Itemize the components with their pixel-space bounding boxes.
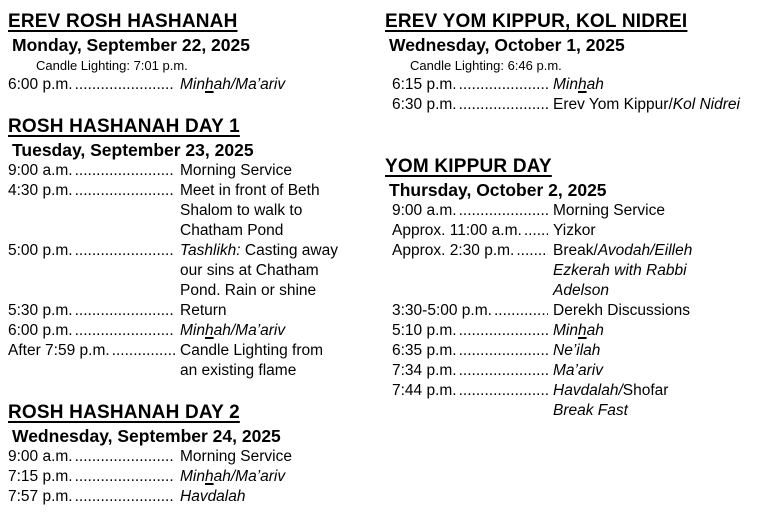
candle-lighting-note: Candle Lighting: 7:01 p.m. bbox=[36, 58, 188, 73]
row-description bbox=[180, 301, 374, 321]
row-description bbox=[180, 161, 374, 181]
schedule-section bbox=[8, 10, 374, 95]
row-lead bbox=[392, 301, 553, 321]
text-segment: Ma’ariv bbox=[553, 362, 603, 379]
row-description bbox=[180, 241, 374, 301]
row-description bbox=[180, 447, 374, 467]
dot-leader bbox=[459, 95, 548, 115]
row-lead bbox=[8, 181, 180, 201]
text-segment: Min bbox=[180, 76, 205, 93]
section-heading: EREV ROSH HASHANAH bbox=[8, 11, 238, 32]
description-line bbox=[180, 301, 374, 321]
schedule-section bbox=[8, 401, 374, 507]
row-time: 3:30-5:00 p.m. bbox=[392, 302, 492, 319]
text-segment: Min bbox=[180, 322, 205, 339]
text-segment: our sins at Chatham bbox=[180, 262, 319, 279]
text-segment: h bbox=[204, 322, 214, 339]
row-lead bbox=[392, 361, 553, 381]
row-description bbox=[553, 241, 765, 301]
description-line bbox=[180, 221, 374, 241]
row-description bbox=[180, 341, 374, 381]
description-line bbox=[180, 447, 374, 467]
text-segment: Shalom to walk to bbox=[180, 202, 303, 219]
section-date: Thursday, October 2, 2025 bbox=[389, 180, 607, 200]
schedule-row bbox=[385, 221, 765, 241]
schedule-row bbox=[8, 487, 374, 507]
row-time: 6:15 p.m. bbox=[392, 76, 457, 93]
dot-leader bbox=[75, 241, 175, 261]
row-time: 5:30 p.m. bbox=[8, 302, 73, 319]
row-description bbox=[553, 361, 765, 381]
dot-leader bbox=[112, 341, 175, 361]
dot-leader bbox=[459, 201, 548, 221]
text-segment: Avodah/Eilleh bbox=[597, 242, 693, 259]
schedule-row bbox=[8, 341, 374, 381]
text-segment: Pond. Rain or shine bbox=[180, 282, 317, 299]
row-time: 7:44 p.m. bbox=[392, 382, 457, 399]
text-segment: Return bbox=[180, 302, 227, 319]
description-line bbox=[180, 467, 374, 487]
row-description bbox=[180, 487, 374, 507]
row-time: 5:10 p.m. bbox=[392, 322, 457, 339]
text-segment: Shofar bbox=[622, 382, 669, 399]
text-segment: Ezkerah with Rabbi bbox=[553, 262, 687, 279]
row-lead bbox=[392, 221, 553, 241]
row-description bbox=[553, 95, 765, 115]
dot-leader bbox=[75, 75, 175, 95]
description-line bbox=[553, 341, 765, 361]
text-segment: ah/Ma’ariv bbox=[213, 76, 286, 93]
dot-leader bbox=[524, 221, 548, 241]
description-line bbox=[553, 301, 765, 321]
text-segment: Yizkor bbox=[553, 222, 596, 239]
section-date: Wednesday, October 1, 2025 bbox=[389, 35, 625, 55]
text-segment: Derekh Discussions bbox=[553, 302, 690, 319]
dot-leader bbox=[75, 467, 175, 487]
text-segment: h bbox=[204, 76, 214, 93]
dot-leader bbox=[75, 321, 175, 341]
row-time: 9:00 a.m. bbox=[392, 202, 457, 219]
description-line bbox=[180, 201, 374, 221]
schedule-row bbox=[8, 181, 374, 241]
schedule-row bbox=[385, 321, 765, 341]
text-segment: Morning Service bbox=[553, 202, 665, 219]
schedule-row bbox=[8, 321, 374, 341]
row-description bbox=[553, 341, 765, 361]
description-line bbox=[553, 321, 765, 341]
text-segment: Min bbox=[553, 322, 578, 339]
description-line bbox=[180, 321, 374, 341]
description-line bbox=[553, 361, 765, 381]
description-line bbox=[553, 281, 765, 301]
dot-leader bbox=[75, 161, 175, 181]
description-line bbox=[180, 181, 374, 201]
text-segment: ah bbox=[586, 76, 604, 93]
row-time: 7:57 p.m. bbox=[8, 488, 73, 505]
row-time: 9:00 a.m. bbox=[8, 162, 73, 179]
description-line bbox=[180, 161, 374, 181]
row-lead bbox=[8, 487, 180, 507]
row-lead bbox=[8, 321, 180, 341]
row-description bbox=[180, 75, 374, 95]
row-time: 7:34 p.m. bbox=[392, 362, 457, 379]
text-segment: Chatham Pond bbox=[180, 222, 284, 239]
dot-leader bbox=[494, 301, 548, 321]
row-description bbox=[553, 301, 765, 321]
description-line bbox=[553, 95, 765, 115]
description-line bbox=[180, 75, 374, 95]
row-description bbox=[553, 201, 765, 221]
schedule-row bbox=[8, 447, 374, 467]
row-description bbox=[180, 181, 374, 241]
schedule-section bbox=[385, 155, 765, 421]
description-line bbox=[180, 487, 374, 507]
schedule-row bbox=[385, 241, 765, 301]
text-segment: Ne’ilah bbox=[553, 342, 601, 359]
text-segment: h bbox=[204, 468, 214, 485]
dot-leader bbox=[75, 301, 175, 321]
section-heading: EREV YOM KIPPUR, KOL NIDREI bbox=[385, 11, 688, 32]
row-time: 6:00 p.m. bbox=[8, 76, 73, 93]
description-line bbox=[553, 241, 765, 261]
text-segment: an existing flame bbox=[180, 362, 297, 379]
schedule-row bbox=[8, 301, 374, 321]
row-lead bbox=[392, 381, 553, 401]
description-line bbox=[553, 75, 765, 95]
candle-lighting-note: Candle Lighting: 6:46 p.m. bbox=[410, 58, 562, 73]
dot-leader bbox=[459, 321, 548, 341]
row-lead bbox=[392, 95, 553, 115]
text-segment: ah bbox=[586, 322, 604, 339]
row-lead bbox=[8, 161, 180, 181]
section-heading: ROSH HASHANAH DAY 1 bbox=[8, 116, 240, 137]
schedule-column-left bbox=[8, 10, 374, 507]
row-time: 9:00 a.m. bbox=[8, 448, 73, 465]
row-time: 7:15 p.m. bbox=[8, 468, 73, 485]
row-description bbox=[180, 321, 374, 341]
text-segment: Havdalah/ bbox=[553, 382, 623, 399]
dot-leader bbox=[75, 447, 175, 467]
schedule-row bbox=[8, 467, 374, 487]
schedule-row bbox=[385, 361, 765, 381]
row-time: After 7:59 p.m. bbox=[8, 342, 110, 359]
text-segment: h bbox=[577, 322, 587, 339]
description-line bbox=[553, 261, 765, 281]
dot-leader bbox=[459, 381, 548, 401]
row-lead bbox=[8, 447, 180, 467]
description-line bbox=[180, 261, 374, 281]
schedule-row bbox=[385, 301, 765, 321]
row-time: 5:00 p.m. bbox=[8, 242, 73, 259]
text-segment: ah/Ma’ariv bbox=[213, 322, 286, 339]
dot-leader bbox=[75, 487, 175, 507]
section-date: Wednesday, September 24, 2025 bbox=[12, 426, 281, 446]
text-segment: Min bbox=[180, 468, 205, 485]
text-segment: Min bbox=[553, 76, 578, 93]
description-line bbox=[180, 341, 374, 361]
section-heading: YOM KIPPUR DAY bbox=[385, 156, 552, 177]
text-segment: h bbox=[577, 76, 587, 93]
description-line bbox=[553, 401, 765, 421]
description-line bbox=[553, 201, 765, 221]
schedule-row bbox=[385, 341, 765, 361]
row-description bbox=[553, 321, 765, 341]
schedule-section bbox=[8, 115, 374, 381]
schedule-row bbox=[385, 95, 765, 115]
text-segment: ah/Ma’ariv bbox=[213, 468, 286, 485]
section-date: Monday, September 22, 2025 bbox=[12, 35, 250, 55]
row-lead bbox=[8, 341, 180, 361]
row-lead bbox=[392, 75, 553, 95]
row-description bbox=[553, 381, 765, 421]
schedule-column-right bbox=[385, 10, 765, 421]
schedule-row bbox=[385, 381, 765, 421]
row-time: Approx. 11:00 a.m. bbox=[392, 222, 522, 239]
text-segment: Candle Lighting from bbox=[180, 342, 324, 359]
text-segment: Break Fast bbox=[553, 402, 628, 419]
text-segment: Break/ bbox=[553, 242, 598, 259]
dot-leader bbox=[459, 341, 548, 361]
text-segment: Tashlikh: bbox=[180, 242, 241, 259]
text-segment: Havdalah bbox=[180, 488, 246, 505]
description-line bbox=[180, 361, 374, 381]
text-segment: Morning Service bbox=[180, 448, 292, 465]
row-time: 4:30 p.m. bbox=[8, 182, 73, 199]
section-date: Tuesday, September 23, 2025 bbox=[12, 140, 254, 160]
row-lead bbox=[392, 201, 553, 221]
dot-leader bbox=[516, 241, 548, 261]
row-time: 6:35 p.m. bbox=[392, 342, 457, 359]
schedule-row bbox=[8, 161, 374, 181]
row-lead bbox=[392, 241, 553, 261]
description-line bbox=[553, 221, 765, 241]
row-description bbox=[553, 221, 765, 241]
schedule-row bbox=[8, 241, 374, 301]
text-segment: Erev Yom Kippur/ bbox=[553, 96, 673, 113]
row-description bbox=[180, 467, 374, 487]
description-line bbox=[553, 381, 765, 401]
row-lead bbox=[8, 301, 180, 321]
section-heading: ROSH HASHANAH DAY 2 bbox=[8, 402, 240, 423]
dot-leader bbox=[459, 75, 548, 95]
text-segment: Meet in front of Beth bbox=[180, 182, 320, 199]
row-lead bbox=[392, 341, 553, 361]
description-line bbox=[180, 281, 374, 301]
row-lead bbox=[8, 75, 180, 95]
text-segment: Adelson bbox=[553, 282, 610, 299]
schedule-row bbox=[385, 201, 765, 221]
row-time: 6:30 p.m. bbox=[392, 96, 457, 113]
row-lead bbox=[8, 241, 180, 261]
text-segment: Casting away bbox=[240, 242, 338, 259]
dot-leader bbox=[75, 181, 175, 201]
text-segment: Morning Service bbox=[180, 162, 292, 179]
row-lead bbox=[392, 321, 553, 341]
text-segment: Kol Nidrei bbox=[672, 96, 740, 113]
schedule-row bbox=[385, 75, 765, 95]
dot-leader bbox=[459, 361, 548, 381]
schedule-row bbox=[8, 75, 374, 95]
row-lead bbox=[8, 467, 180, 487]
row-description bbox=[553, 75, 765, 95]
schedule-section bbox=[385, 10, 765, 115]
row-time: Approx. 2:30 p.m. bbox=[392, 242, 515, 259]
description-line bbox=[180, 241, 374, 261]
row-time: 6:00 p.m. bbox=[8, 322, 73, 339]
